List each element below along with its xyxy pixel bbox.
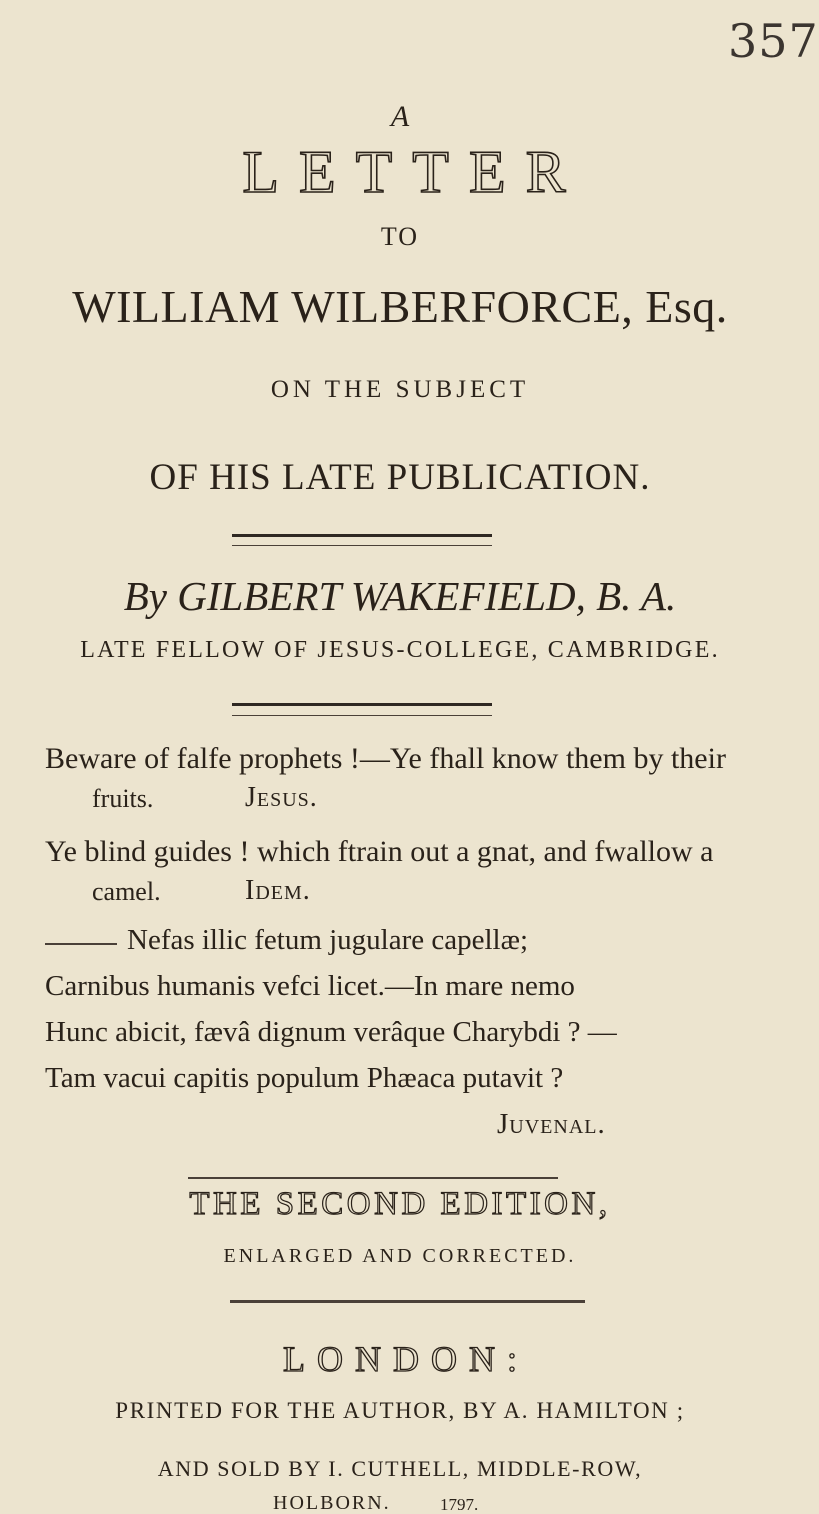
author-byline: By GILBERT WAKEFIELD, B. A. bbox=[123, 573, 677, 619]
epigraph-2-attribution: Idem. bbox=[245, 875, 311, 906]
latin-line-2: Carnibus humanis vefci licet.—In mare nemo bbox=[45, 970, 575, 1002]
latin-line-3: Hunc abicit, fævâ dignum verâque Charybdi ? — bbox=[45, 1016, 617, 1048]
latin-attribution: Juvenal. bbox=[497, 1108, 606, 1140]
epigraph-2-line-1: Ye blind guides ! which ftrain out a gnat, and fwallow a bbox=[45, 835, 714, 868]
subject-line-2: OF HIS LATE PUBLICATION. bbox=[149, 457, 651, 498]
imprint-line-1: PRINTED FOR THE AUTHOR, BY A. HAMILTON ; bbox=[115, 1398, 685, 1423]
author-position: LATE FELLOW OF JESUS-COLLEGE, CAMBRIDGE. bbox=[80, 637, 720, 663]
latin-line-1: Nefas illic fetum jugulare capellæ; bbox=[127, 924, 529, 956]
page-number: 357 bbox=[728, 14, 819, 68]
epigraph-2-line-2: camel. bbox=[92, 877, 161, 906]
imprint-line-3: HOLBORN. bbox=[273, 1492, 391, 1514]
epigraph-1-attribution: Jesus. bbox=[245, 782, 318, 813]
latin-line-4: Tam vacui capitis populum Phæaca putavit ? bbox=[45, 1062, 564, 1094]
title-to: TO bbox=[380, 222, 420, 251]
title-letter: LETTER bbox=[242, 139, 586, 205]
edition-subtitle: ENLARGED AND CORRECTED. bbox=[223, 1245, 577, 1267]
title-article: A bbox=[390, 100, 410, 133]
epigraph-1-line-1: Beware of falfe prophets !—Ye fhall know them by their bbox=[45, 742, 726, 775]
epigraph-1-line-2: fruits. bbox=[92, 784, 154, 813]
edition-title: THE SECOND EDITION, bbox=[189, 1186, 611, 1222]
subject-line-1: ON THE SUBJECT bbox=[270, 376, 530, 403]
recipient-name: WILLIAM WILBERFORCE, Esq. bbox=[72, 281, 728, 332]
imprint-year: 1797. bbox=[440, 1495, 479, 1514]
imprint-city: LONDON: bbox=[283, 1339, 529, 1379]
imprint-line-2: AND SOLD BY I. CUTHELL, MIDDLE-ROW, bbox=[157, 1456, 643, 1481]
